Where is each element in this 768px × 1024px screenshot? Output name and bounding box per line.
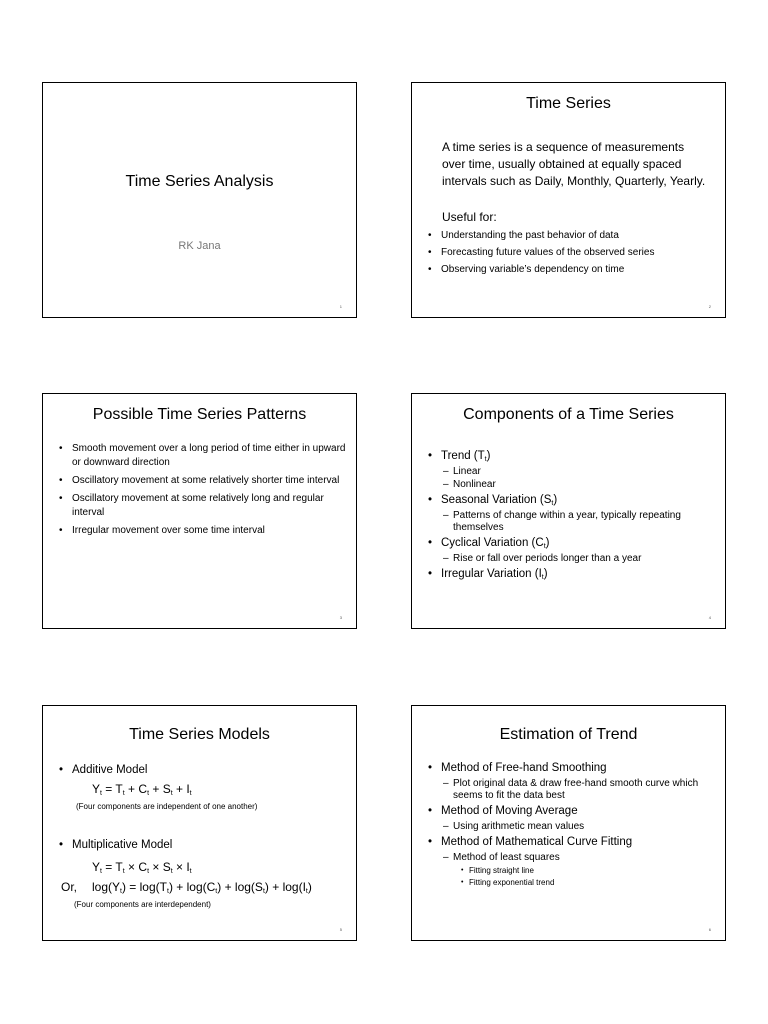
list-item: – Using arithmetic mean values: [443, 821, 718, 833]
list-item: – Method of least squares • Fitting straight line • Fitting exponential trend: [443, 852, 718, 889]
list-item-trend: • Trend $(T_t)$ – Linear – Nonlinear: [428, 449, 718, 491]
slide-5: [42, 705, 357, 941]
methods-list: [428, 761, 718, 891]
list-item: – Plot original data & draw free-hand smooth curve which seems to fit the data best: [443, 778, 708, 802]
list-item: • Observing variable’s dependency on time: [428, 263, 718, 277]
list-item-irregular: • Irregular Variation $(I_t)$: [428, 567, 718, 582]
list-item: • Understanding the past behavior of data: [428, 229, 718, 243]
list-item-seasonal: • Seasonal Variation $(S_t)$ – Patterns of change within a year, typically repeating themselves: [428, 493, 718, 534]
list-item: • Forecasting future values of the observed series: [428, 246, 718, 260]
slide-title: Time Series Analysis: [125, 173, 274, 190]
list-item: – Rise or fall over periods longer than a year: [443, 553, 718, 565]
list-item: • Smooth movement over a long period of time either in upward or downward direction: [59, 442, 349, 470]
additive-formula: $Y_t = T_t + C_t + S_t + I_t$: [92, 782, 192, 797]
list-item: • Fitting exponential trend: [461, 877, 718, 889]
list-item: • Method of Mathematical Curve Fitting – Method of least squares • Fitting straight line • Fitting exponential trend: [428, 835, 718, 889]
page-number: 5: [339, 927, 342, 932]
slide-1: [42, 82, 357, 318]
pattern-list: [59, 442, 349, 542]
list-item: • Irregular movement over some time interval: [59, 524, 349, 538]
definition-paragraph: A time series is a sequence of measurements over time, usually obtained at equally spaced intervals such as Daily, Monthly, Quarterly, Yearly.: [442, 140, 706, 188]
additive-note: (Four components are independent of one another): [76, 802, 258, 811]
useful-for-label: Useful for:: [442, 210, 497, 224]
list-item: – Linear: [443, 466, 718, 478]
list-item: • Method of Moving Average – Using arithmetic mean values: [428, 804, 718, 833]
list-item: • Oscillatory movement at some relatively long and regular interval: [59, 492, 349, 520]
page-number: 2: [708, 304, 711, 309]
slide-6: [411, 705, 726, 941]
useful-list: [428, 229, 718, 280]
slide-2: [411, 82, 726, 318]
list-item-cyclical: • Cyclical Variation $(C_t)$ – Rise or fall over periods longer than a year: [428, 536, 718, 565]
slide-3: [42, 393, 357, 629]
slide-title: Possible Time Series Patterns: [92, 406, 307, 423]
list-item: • Method of Free-hand Smoothing – Plot original data & draw free-hand smooth curve which seems to fit the data best: [428, 761, 718, 802]
log-formula: $\log(Y_t) = \log(T_t) + \log(C_t) + \log(S_t) + \log(I_t)$: [92, 880, 312, 895]
additive-model-label: • Additive Model: [59, 763, 349, 778]
components-list: [428, 449, 718, 584]
slide-title: Components of a Time Series: [463, 406, 674, 423]
page-number: 6: [708, 927, 711, 932]
author-name: RK Jana: [178, 240, 221, 252]
slide-4: [411, 393, 726, 629]
list-item: – Patterns of change within a year, typically repeating themselves: [443, 510, 683, 534]
multiplicative-formula: $Y_t = T_t \times C_t \times S_t \times I_t$: [92, 860, 192, 875]
page-number: 4: [708, 615, 711, 620]
page-number: 3: [339, 615, 342, 620]
slide-title: Estimation of Trend: [499, 726, 638, 743]
list-item: – Nonlinear: [443, 479, 718, 491]
multiplicative-note: (Four components are interdependent): [74, 900, 211, 909]
or-label: Or,: [61, 880, 78, 894]
slide-title: Time Series: [526, 95, 611, 112]
list-item: • Oscillatory movement at some relatively shorter time interval: [59, 474, 349, 488]
multiplicative-model-label: • Multiplicative Model: [59, 838, 349, 853]
slide-title: Time Series Models: [129, 726, 270, 743]
list-item: • Fitting straight line: [461, 865, 718, 877]
page-number: 1: [339, 304, 342, 309]
